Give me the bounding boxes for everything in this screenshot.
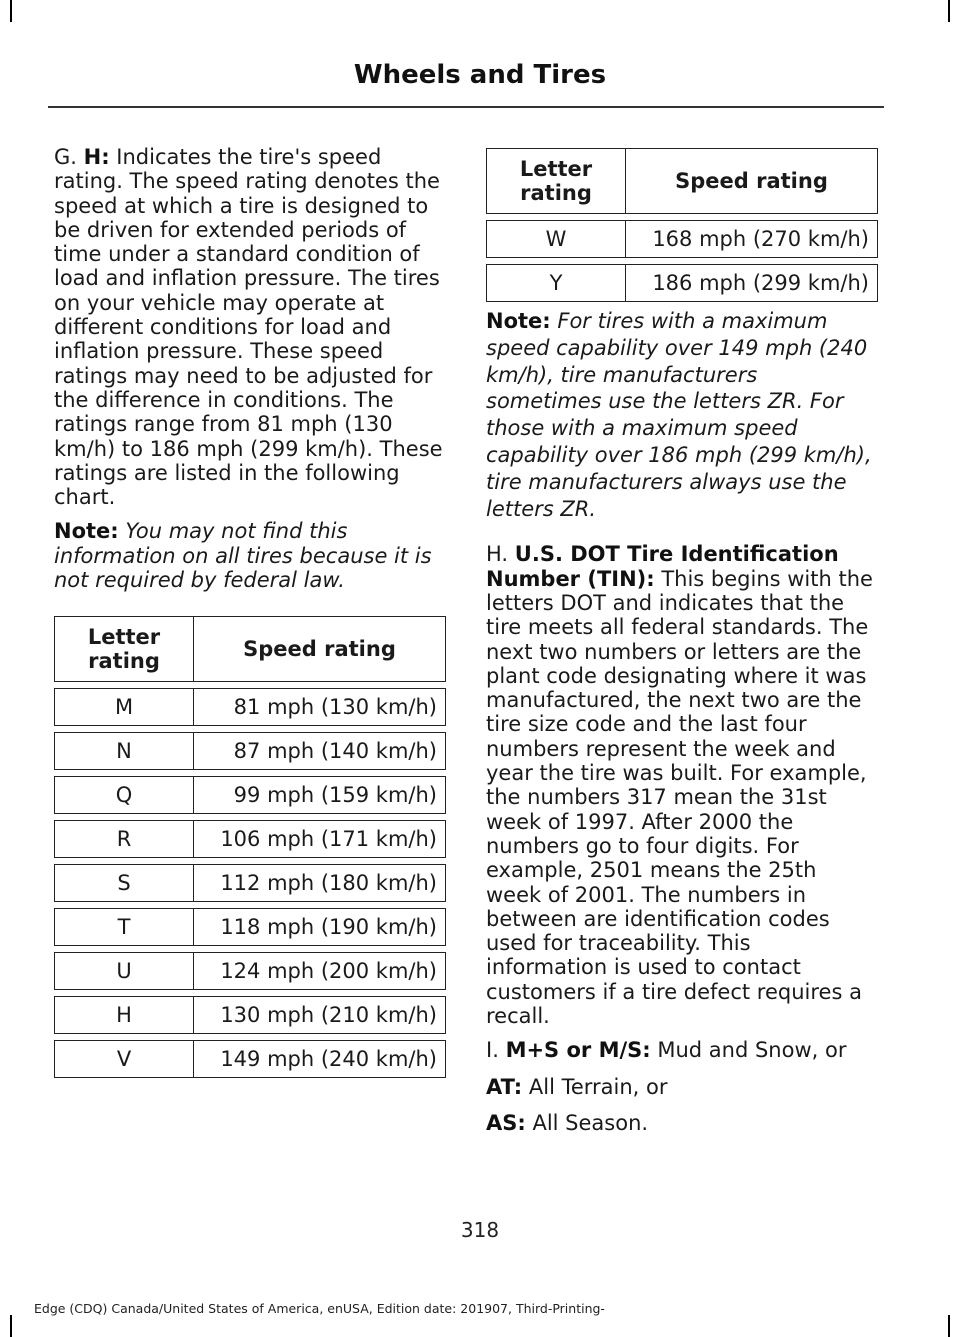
speed-rating-table-continued [486, 148, 878, 302]
col-header-letter: Letter rating [55, 617, 194, 682]
speed-rating-cell: 118 mph (190 km/h) [194, 909, 446, 946]
letter-rating-cell: W [487, 221, 626, 258]
letter-rating-cell: N [55, 733, 194, 770]
table-header-row [55, 617, 446, 682]
table-row [55, 909, 446, 946]
all-terrain-text: All Terrain, or [522, 1074, 668, 1099]
table-row [487, 265, 878, 302]
col-header-letter: Letter rating [487, 149, 626, 214]
speed-rating-note [54, 519, 446, 592]
col-header-speed: Speed rating [626, 149, 878, 214]
row-spacer [55, 726, 446, 733]
speed-rating-text: Indicates the tire's speed rating. The speed rating denotes the speed at which a tire is designed to be driven for extended periods of time under a standard condition of load and inflation pressure. The tires on your vehicle may operate at different conditions for load and inflation pressure. These speed ratings may need to be adjusted for the difference in conditions. The ratings range from 81 mph (130 km/h) to 186 mph (299 km/h). These ratings are listed in the following chart. [54, 145, 443, 510]
crop-mark-bottom-left [10, 1315, 12, 1337]
right-column [486, 148, 878, 1147]
all-season-label: AS: [486, 1110, 526, 1135]
speed-rating-cell: 149 mph (240 km/h) [194, 1041, 446, 1078]
row-spacer [55, 858, 446, 865]
crop-mark-bottom-right [948, 1315, 950, 1337]
left-column [54, 145, 446, 1078]
item-letter-h: H. [486, 542, 509, 567]
table-body [55, 682, 446, 1078]
table-header-row [487, 149, 878, 214]
speed-rating-cell: 124 mph (200 km/h) [194, 953, 446, 990]
letter-rating-cell: M [55, 689, 194, 726]
mud-snow-paragraph [486, 1038, 878, 1062]
crop-mark-top-left [10, 0, 12, 22]
table-body [487, 214, 878, 302]
mud-snow-text: Mud and Snow, or [650, 1038, 847, 1063]
note-label: Note: [486, 309, 551, 333]
table-row [55, 821, 446, 858]
letter-rating-cell: S [55, 865, 194, 902]
speed-rating-cell: 168 mph (270 km/h) [626, 221, 878, 258]
row-spacer [55, 682, 446, 689]
row-spacer [487, 214, 878, 221]
speed-rating-cell: 99 mph (159 km/h) [194, 777, 446, 814]
speed-rating-table [54, 616, 446, 1078]
all-terrain-paragraph [486, 1075, 878, 1099]
crop-mark-top-right [948, 0, 950, 22]
note-label: Note: [54, 519, 119, 544]
speed-rating-cell: 106 mph (171 km/h) [194, 821, 446, 858]
speed-rating-cell: 112 mph (180 km/h) [194, 865, 446, 902]
zr-note [486, 308, 878, 522]
table-row [55, 777, 446, 814]
table-row [55, 689, 446, 726]
all-season-text: All Season. [525, 1110, 649, 1135]
col-header-speed: Speed rating [194, 617, 446, 682]
section-title: Wheels and Tires [353, 60, 607, 90]
speed-rating-cell: 87 mph (140 km/h) [194, 733, 446, 770]
row-spacer [55, 770, 446, 777]
table-row [487, 221, 878, 258]
letter-rating-cell: Y [487, 265, 626, 302]
row-spacer [55, 946, 446, 953]
header-rule [48, 106, 884, 108]
letter-rating-cell: Q [55, 777, 194, 814]
table-row [55, 1041, 446, 1078]
note-text: You may not find this information on all tires because it is not required by federal law. [54, 519, 432, 593]
letter-rating-cell: H [55, 997, 194, 1034]
item-letter-i: I. [486, 1038, 499, 1063]
table-row [55, 733, 446, 770]
letter-rating-cell: V [55, 1041, 194, 1078]
tin-paragraph [486, 542, 878, 1028]
row-spacer [55, 990, 446, 997]
table-row [55, 865, 446, 902]
speed-rating-cell: 186 mph (299 km/h) [626, 265, 878, 302]
page-number: 318 [460, 1218, 500, 1242]
speed-rating-cell: 130 mph (210 km/h) [194, 997, 446, 1034]
edition-footer: Edge (CDQ) Canada/United States of America, enUSA, Edition date: 201907, Third-Printing- [34, 1301, 605, 1316]
row-spacer [55, 902, 446, 909]
item-letter-g: G. [54, 145, 77, 169]
speed-rating-cell: 81 mph (130 km/h) [194, 689, 446, 726]
all-season-paragraph [486, 1111, 878, 1135]
letter-rating-cell: U [55, 953, 194, 990]
tin-label: U.S. DOT Tire Identification Number (TIN): [486, 542, 839, 591]
tin-text: This begins with the letters DOT and indicates that the tire meets all federal standards. The next two numbers or letters are the plant code designating where it was manufactured, the next two are the tire size code and the last four numbers represent the week and year the tire was built. For example, the numbers 317 mean the 31st week of 1997. After 2000 the numbers go to four digits. For example, 2501 means the 25th week of 2001. The numbers in between are identification codes used for traceability. This information is used to contact customers if a tire defect requires a recall. [486, 566, 873, 1029]
all-terrain-label: AT: [486, 1074, 523, 1099]
row-spacer [55, 1034, 446, 1041]
note-text: For tires with a maximum speed capability over 149 mph (240 km/h), tire manufacturers sometimes use the letters ZR. For those with a maximum speed capability over 186 mph (299 km/h), tire manufacturers always use the letters ZR. [486, 309, 872, 521]
speed-rating-paragraph [54, 145, 446, 509]
table-row [55, 953, 446, 990]
letter-rating-cell: R [55, 821, 194, 858]
table-row [55, 997, 446, 1034]
mud-snow-label: M+S or M/S: [505, 1038, 651, 1063]
row-spacer [55, 814, 446, 821]
row-spacer [487, 258, 878, 265]
letter-rating-cell: T [55, 909, 194, 946]
speed-rating-label: H: [83, 145, 110, 169]
